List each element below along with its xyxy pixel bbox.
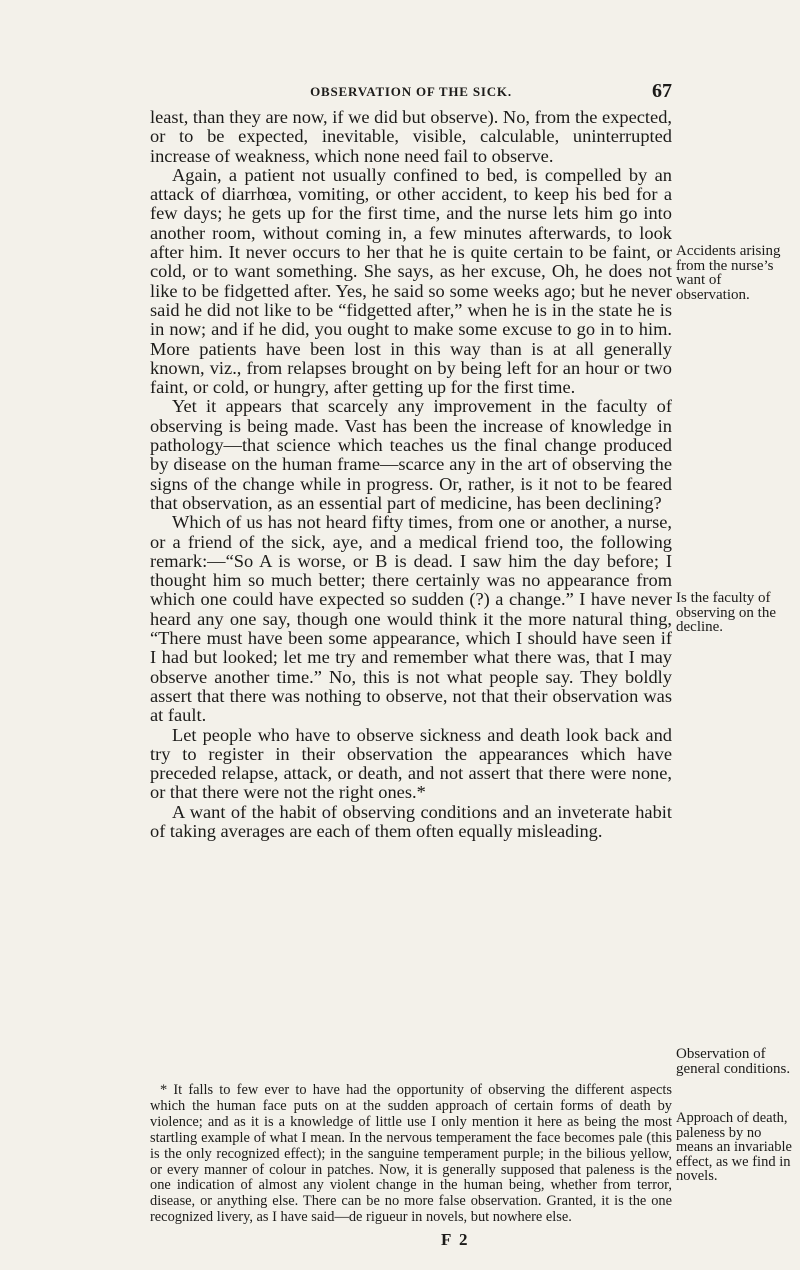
paragraph: Which of us has not heard fifty times, from one or another, a nurse, or a friend of the sick, aye, and a medical friend too, the following remark:—“So A is worse, or B is dead. I saw him the day before; I thought him so much better; there certainly was no appearance from which one could have expected so sudden (?) a change.” I have never heard any one say, though one would think it the more natural thing, “There must have been some appearance, which I should have seen if I had but looked; let me try and remember what there was, that I may observe another time.” No, this is not what people say. They boldly assert that there was nothing to observe, not that their observation was at fault. [150, 512, 672, 726]
paragraph: Again, a patient not usually confined to bed, is compelled by an attack of diarrhœa, vomiting, or other accident, to keep his bed for a few days; he gets up for the first time, and the nurse lets him go into another room, without coming in, a few minutes afterwards, to look after him. It never occurs to her that he is quite certain to be faint, or cold, or to want something. She says, as her excuse, Oh, he does not like to be fidgetted after. Yes, he said so some weeks ago; but he never said he did not like to be “fidgetted after,” when he is in the state he is in now; and if he did, you ought to make some excuse to go in to him. More patients have been lost in this way than is at all generally known, viz., from relapses brought on by being left for an hour or two faint, or cold, or hungry, after getting up for the first time. [150, 164, 672, 398]
running-head: OBSERVATION OF THE SICK. [310, 84, 512, 99]
signature-mark: F 2 [441, 1230, 470, 1249]
margin-note: Accidents arising from the nurse’s want of observation. [676, 243, 781, 303]
paragraph: Yet it appears that scarcely any improvement in the faculty of observing is being made. Vast has been the increase of knowledge in pathology—that science which teaches us the final change produced by disease on the human frame—scarce any in the art of observing the signs of the change while in progress. Or, rather, is it not to be feared that observation, as an essential part of medicine, has been declining? [150, 396, 672, 513]
paragraph: least, than they are now, if we did but observe). No, from the expected, or to be expected, inevitable, visible, calculable, uninterrupted increase of weakness, which none need fail to observe. [150, 107, 672, 166]
footnote [150, 1083, 672, 1226]
body-text [150, 108, 672, 841]
page-number: 67 [652, 80, 672, 102]
margin-note: Is the faculty of observing on the decline. [676, 590, 776, 635]
paragraph: Let people who have to observe sickness and death look back and try to register in their observation the appearances which have preceded relapse, attack, or death, and not assert that there were none, or that there were not the right ones.* [150, 724, 672, 803]
footnote-text: * It falls to few ever to have had the opportunity of observing the different aspects which the human face puts on at the sudden approach of certain forms of death by violence; and as it is a knowledge of little use I only mention it here as being the most startling example of what I mean. In the nervous temperament the face becomes pale (this is the only recognized effect); in the sanguine temperament purple; in the bilious yellow, or every manner of colour in patches. Now, it is generally supposed that paleness is the one indication of almost any violent change in the human being, whether from terror, disease, or anything else. There can be no more false observation. Granted, it is the one recognized livery, as I have said—de rigueur in novels, but nowhere else. [150, 1082, 672, 1226]
margin-note: Approach of death, paleness by no means an invariable effect, as we find in novels. [676, 1110, 792, 1184]
paragraph: A want of the habit of observing conditions and an inveterate habit of taking averages are each of them often equally misleading. [150, 801, 672, 841]
margin-note: Observation of general conditions. [676, 1046, 791, 1077]
page-header [150, 80, 672, 108]
